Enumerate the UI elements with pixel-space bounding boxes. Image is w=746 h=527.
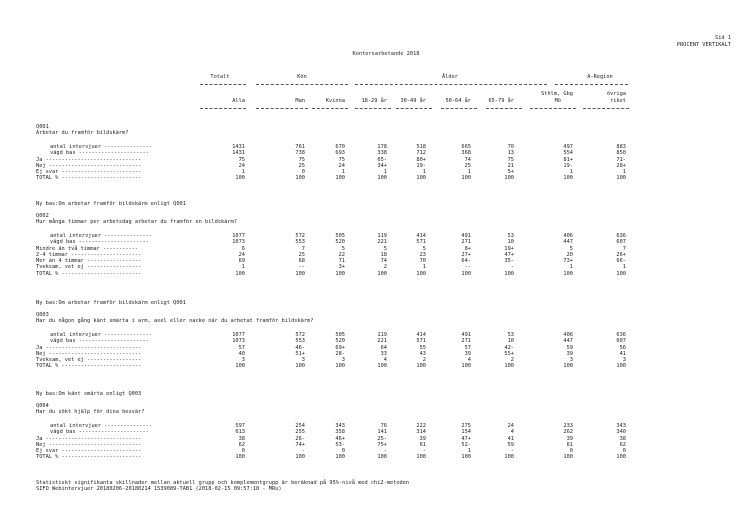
cell-value: 613 — [235, 429, 245, 436]
group-kon: Kön — [297, 74, 307, 80]
cell-value: 24 — [338, 162, 345, 169]
cell-value: 222 — [416, 423, 426, 429]
cell-value: 221 — [377, 239, 387, 246]
row-label: Tveksam, vet ej ----------------- — [36, 357, 142, 363]
cell-value: 71 — [338, 258, 345, 264]
cell-value: 5+ — [507, 169, 514, 175]
column-header: 65-79 år — [488, 98, 514, 104]
column-header: riket — [610, 98, 626, 104]
cell-value: 20 — [566, 251, 573, 258]
question-id: Q002 — [36, 213, 49, 219]
cell-value: 255 — [295, 429, 305, 436]
divider — [396, 108, 432, 109]
row-label: vägd bas ---------------------- — [50, 429, 149, 436]
cell-value: 100 — [616, 363, 626, 370]
cell-value: 21 — [507, 162, 514, 169]
cell-value: 100 — [235, 175, 245, 182]
cell-value: 271 — [461, 338, 471, 345]
group-alder: Ålder — [442, 74, 458, 80]
cell-value: 665 — [461, 144, 471, 150]
row-label: TOTAL % ------------------------- — [36, 175, 142, 182]
cell-value: 100 — [235, 454, 245, 461]
cell-value: 19- — [416, 162, 426, 169]
cell-value: -- — [298, 264, 305, 271]
cell-value: 26+ — [616, 251, 626, 258]
cell-value: 100 — [377, 454, 387, 461]
cell-value: 100 — [416, 363, 426, 370]
divider — [256, 108, 308, 109]
cell-value: 33 — [380, 350, 387, 357]
cell-value: 56 — [619, 344, 626, 351]
cell-value: 66- — [616, 258, 626, 264]
cell-value: 571 — [416, 338, 426, 345]
cell-value: 28+ — [616, 162, 626, 169]
cell-value: 553 — [295, 338, 305, 345]
cell-value: 62 — [619, 441, 626, 448]
divider — [555, 84, 628, 85]
cell-value: 497 — [563, 144, 573, 150]
column-header: övriga — [606, 91, 626, 97]
row-label: vägd bas ---------------------- — [50, 239, 149, 246]
cell-value: 607 — [616, 338, 626, 345]
cell-value: 100 — [461, 454, 471, 461]
row-label: Nej ----------------------------- — [36, 350, 142, 357]
row-label: Mer än 4 timmar ----------------- — [36, 258, 142, 264]
divider — [200, 108, 246, 109]
cell-value: 25 — [298, 251, 305, 258]
cell-value: 68 — [298, 258, 305, 264]
question-id: Q004 — [36, 403, 49, 409]
cell-value: 368 — [461, 150, 471, 157]
cell-value: 1 — [422, 264, 426, 271]
cell-value: 1 — [569, 169, 573, 175]
cell-value: 1073 — [232, 239, 245, 246]
cell-value: 520 — [335, 338, 345, 345]
cell-value: 70 — [419, 258, 426, 264]
cell-value: 74 — [380, 258, 387, 264]
cell-value: 2 — [422, 357, 426, 363]
cell-value: 25- — [377, 435, 387, 442]
cell-value: 64 — [380, 344, 387, 351]
column-header: 30-49 år — [400, 98, 426, 104]
cell-value: 1073 — [232, 338, 245, 345]
divider — [312, 108, 348, 109]
cell-value: 154 — [461, 429, 471, 436]
row-label: Ej svar ------------------------- — [36, 169, 142, 175]
row-label: TOTAL % ------------------------- — [36, 363, 142, 370]
row-label: antal intervjuer --------------- — [50, 423, 153, 429]
cell-value: 572 — [295, 233, 305, 239]
cell-value: 53 — [507, 332, 514, 338]
basis-note: Ny bas:Om känt smärta enligt Q003 — [36, 391, 142, 397]
cell-value: 53- — [335, 441, 345, 448]
cell-value: 1431 — [232, 144, 245, 150]
row-label: Nej ----------------------------- — [36, 441, 142, 448]
divider — [530, 108, 576, 109]
cell-value: 491 — [461, 332, 471, 338]
cell-value: 69+ — [335, 344, 345, 351]
cell-value: 3 — [241, 357, 245, 363]
cell-value: 10 — [507, 239, 514, 246]
cell-value: 100 — [295, 175, 305, 182]
divider — [441, 108, 477, 109]
cell-value: 100 — [416, 175, 426, 182]
cell-value: 343 — [616, 423, 626, 429]
group-region: A-Region — [587, 74, 613, 80]
footer-source: SIFO Webintervjuer 20180206-20180214 1539089-TAB1 (2018-02-15 09:57:18 - MRu) — [36, 486, 282, 492]
cell-value: 100 — [377, 270, 387, 277]
cell-value: 572 — [295, 332, 305, 338]
cell-value: 233 — [563, 423, 573, 429]
cell-value: 518 — [416, 144, 426, 150]
cell-value: 505 — [335, 332, 345, 338]
cell-value: 406 — [563, 233, 573, 239]
divider — [200, 84, 246, 85]
row-label: 2-4 timmar ---------------------- — [36, 251, 142, 258]
cell-value: 100 — [461, 270, 471, 277]
cell-value: 35- — [504, 258, 514, 264]
cell-value: 0 — [569, 448, 573, 454]
cell-value: 850 — [616, 150, 626, 157]
page-title: Kontorsarbetande 2018 — [352, 51, 420, 57]
cell-value: 100 — [563, 175, 573, 182]
cell-value: 636 — [616, 233, 626, 239]
cell-value: 22 — [338, 251, 345, 258]
cell-value: 1 — [241, 169, 245, 175]
cell-value: 65- — [377, 156, 387, 163]
cell-value: 61 — [419, 441, 426, 448]
column-header: Man — [295, 98, 305, 104]
cell-value: 0 — [341, 448, 345, 454]
cell-value: 42- — [504, 344, 514, 351]
row-label: vägd bas ---------------------- — [50, 150, 149, 157]
column-header: Mö — [554, 98, 561, 104]
cell-value: 447 — [563, 338, 573, 345]
cell-value: 607 — [616, 239, 626, 246]
cell-value: 0 — [622, 448, 626, 454]
cell-value: 55 — [419, 344, 426, 351]
cell-value: 100 — [377, 175, 387, 182]
cell-value: 1077 — [232, 233, 245, 239]
cell-value: 100 — [295, 363, 305, 370]
cell-value: 4 — [510, 429, 514, 436]
cell-value: 100 — [335, 175, 345, 182]
cell-value: 10 — [507, 338, 514, 345]
cell-value: 59 — [566, 344, 573, 351]
cell-value: 43 — [419, 350, 426, 357]
cell-value: 100 — [504, 270, 514, 277]
cell-value: 100 — [504, 454, 514, 461]
cell-value: 3+ — [338, 264, 345, 271]
cell-value: 74 — [464, 156, 471, 163]
cell-value: 2 — [510, 357, 514, 363]
row-label: Ja ------------------------------ — [36, 156, 142, 163]
cell-value: 406 — [563, 332, 573, 338]
cell-value: 34+ — [377, 162, 387, 169]
cell-value: 27+ — [461, 251, 471, 258]
cell-value: 505 — [335, 233, 345, 239]
cell-value: 23 — [419, 251, 426, 258]
cell-value: 1 — [422, 169, 426, 175]
cell-value: 18 — [380, 251, 387, 258]
cell-value: 100 — [235, 363, 245, 370]
cell-value: 275 — [461, 423, 471, 429]
cell-value: 1 — [622, 264, 626, 271]
cell-value: 75 — [507, 156, 514, 163]
row-label: Ja ------------------------------ — [36, 435, 142, 442]
question-id: Q003 — [36, 312, 49, 318]
question-text: Hur många timmar per arbetsdag arbetar du framför en bildskärm? — [36, 219, 237, 225]
cell-value: 46- — [295, 344, 305, 351]
cell-value: 271 — [461, 239, 471, 246]
cell-value: 178 — [377, 144, 387, 150]
page-number: Sid 1 — [715, 35, 731, 41]
cell-value: 340 — [616, 429, 626, 436]
row-label: TOTAL % ------------------------- — [36, 270, 142, 277]
cell-value: 47+ — [504, 251, 514, 258]
cell-value: 491 — [461, 233, 471, 239]
cell-value: 100 — [335, 454, 345, 461]
cell-value: 100 — [377, 363, 387, 370]
cell-value: 100 — [504, 363, 514, 370]
cell-value: 51+ — [295, 350, 305, 357]
cell-value: 70 — [507, 144, 514, 150]
column-header: Alla — [232, 98, 245, 104]
cell-value: 221 — [377, 338, 387, 345]
column-header: 50-64 år — [445, 98, 471, 104]
cell-value: 57 — [464, 344, 471, 351]
cell-value: 254 — [295, 423, 305, 429]
cell-value: 314 — [416, 429, 426, 436]
cell-value: 100 — [335, 270, 345, 277]
divider — [256, 84, 348, 85]
cell-value: 100 — [295, 454, 305, 461]
cell-value: 19- — [563, 162, 573, 169]
cell-value: 5 — [422, 245, 426, 252]
cell-value: 64- — [461, 258, 471, 264]
cell-value: 414 — [416, 233, 426, 239]
column-header: Sthlm, Gbg — [541, 91, 573, 97]
cell-value: 100 — [335, 363, 345, 370]
cell-value: 46+ — [335, 435, 345, 442]
cell-value: 100 — [616, 454, 626, 461]
cell-value: 38 — [238, 435, 245, 442]
cell-value: 5 — [341, 245, 345, 252]
cell-value: 1 — [341, 169, 345, 175]
row-label: Mindre än två timmar ----------- — [36, 245, 139, 252]
cell-value: 25 — [298, 162, 305, 169]
question-text: Har du någon gång känt smärta i arm, axel eller nacke när du arbetat framför bildskärm? — [36, 318, 314, 324]
row-label: Tveksam, vet ej ----------------- — [36, 264, 142, 271]
cell-value: 1 — [467, 169, 471, 175]
cell-value: 62 — [238, 441, 245, 448]
cell-value: 69 — [238, 258, 245, 264]
cell-value: 28- — [335, 350, 345, 357]
cell-value: 3 — [569, 357, 573, 363]
cell-value: 39 — [566, 435, 573, 442]
basis-note: Ny bas:Om arbetar framför bildskärm enligt Q001 — [36, 201, 186, 207]
cell-value: 119 — [377, 332, 387, 338]
cell-value: 761 — [295, 144, 305, 150]
cell-value: 24 — [238, 162, 245, 169]
cell-value: 141 — [377, 429, 387, 436]
cell-value: 338 — [377, 150, 387, 157]
cell-value: 71- — [616, 156, 626, 163]
cell-value: - — [383, 448, 387, 454]
cell-value: 100 — [616, 175, 626, 182]
cell-value: 100 — [616, 270, 626, 277]
cell-value: 100 — [461, 175, 471, 182]
cell-value: 75 — [238, 156, 245, 163]
cell-value: 0 — [241, 448, 245, 454]
cell-value: 52- — [461, 441, 471, 448]
cell-value: 61 — [566, 441, 573, 448]
row-label: antal intervjuer --------------- — [50, 332, 153, 338]
divider — [355, 84, 547, 85]
cell-value: 24 — [238, 251, 245, 258]
cell-value: 73+ — [563, 258, 573, 264]
cell-value: 100 — [416, 270, 426, 277]
cell-value: 25 — [464, 162, 471, 169]
cell-value: 712 — [416, 150, 426, 157]
row-label: TOTAL % ------------------------- — [36, 454, 142, 461]
divider — [355, 108, 391, 109]
divider — [486, 108, 522, 109]
cell-value: 636 — [616, 332, 626, 338]
cell-value: 1 — [569, 264, 573, 271]
cell-value: 47+ — [461, 435, 471, 442]
cell-value: 3 — [301, 357, 305, 363]
cell-value: 4 — [467, 357, 471, 363]
cell-value: 74+ — [295, 441, 305, 448]
cell-value: 3 — [622, 357, 626, 363]
cell-value: 1 — [467, 448, 471, 454]
cell-value: 1431 — [232, 150, 245, 157]
cell-value: 119 — [377, 233, 387, 239]
cell-value: 670 — [335, 144, 345, 150]
cell-value: 19+ — [504, 245, 514, 252]
cell-value: 1 — [241, 264, 245, 271]
cell-value: 41 — [507, 435, 514, 442]
cell-value: 1 — [622, 169, 626, 175]
row-label: vägd bas ---------------------- — [50, 338, 149, 345]
cell-value: 81+ — [563, 156, 573, 163]
cell-value: 100 — [416, 454, 426, 461]
cell-value: 1 — [383, 169, 387, 175]
divider — [583, 108, 629, 109]
question-text: Arbetar du framför bildskärm? — [36, 130, 129, 136]
question-id: Q001 — [36, 124, 49, 130]
cell-value: 80+ — [416, 156, 426, 163]
cell-value: - — [510, 264, 514, 271]
cell-value: 738 — [295, 150, 305, 157]
footer-note: Statistiskt signifikanta skillnader mellan aktuell grupp och komplementgrupp är beräknad på 95%-nivå med chi2-metoden — [36, 480, 410, 486]
cell-value: 100 — [295, 270, 305, 277]
row-label: Nej ----------------------------- — [36, 162, 142, 169]
cell-value: 0 — [301, 169, 305, 175]
cell-value: 8+ — [464, 245, 471, 252]
cell-value: 4 — [383, 357, 387, 363]
cell-value: 6 — [241, 245, 245, 252]
cell-value: 1077 — [232, 332, 245, 338]
cell-value: 100 — [563, 270, 573, 277]
cell-value: 75 — [298, 156, 305, 163]
cell-value: - — [422, 448, 426, 454]
cell-value: 100 — [563, 363, 573, 370]
cell-value: 26- — [295, 435, 305, 442]
cell-value: 24 — [507, 423, 514, 429]
cell-value: 2 — [383, 264, 387, 271]
cell-value: 262 — [563, 429, 573, 436]
cell-value: 883 — [616, 144, 626, 150]
cell-value: 57 — [238, 344, 245, 351]
cell-value: 358 — [335, 429, 345, 436]
cell-value: 75+ — [377, 441, 387, 448]
cell-value: -- — [464, 264, 471, 271]
cell-value: 41 — [619, 350, 626, 357]
cell-value: 520 — [335, 239, 345, 246]
cell-value: 13 — [507, 150, 514, 157]
cell-value: 554 — [563, 150, 573, 157]
row-label: Ja ------------------------------ — [36, 344, 142, 351]
cell-value: 40 — [238, 350, 245, 357]
cell-value: 39 — [464, 350, 471, 357]
group-totalt: Totalt — [210, 74, 230, 80]
report-mode: PROCENT VERTIKALT — [676, 42, 731, 48]
cell-value: 39 — [566, 350, 573, 357]
row-label: Ej svar ------------------------- — [36, 448, 142, 454]
cell-value: 7 — [301, 245, 305, 252]
cell-value: 343 — [335, 423, 345, 429]
cell-value: 39 — [419, 435, 426, 442]
cell-value: - — [301, 448, 305, 454]
question-text: Har du sökt hjälp för dina besvär? — [36, 409, 145, 415]
cell-value: 53 — [507, 233, 514, 239]
cell-value: 693 — [335, 150, 345, 157]
column-header: 18-29 år — [361, 98, 387, 104]
column-header: Kvinna — [325, 98, 345, 104]
cell-value: 597 — [235, 423, 245, 429]
cell-value: 100 — [504, 175, 514, 182]
row-label: antal intervjuer --------------- — [50, 144, 153, 150]
cell-value: 5 — [569, 245, 573, 252]
cell-value: 571 — [416, 239, 426, 246]
cell-value: 553 — [295, 239, 305, 246]
cell-value: 447 — [563, 239, 573, 246]
cell-value: 75 — [338, 156, 345, 163]
cell-value: 5 — [383, 245, 387, 252]
cell-value: 55+ — [504, 350, 514, 357]
cell-value: 100 — [461, 363, 471, 370]
row-label: antal intervjuer --------------- — [50, 233, 153, 239]
basis-note: Ny bas:Om arbetar framför bildskärm enligt Q001 — [36, 300, 186, 306]
cell-value: 76 — [380, 423, 387, 429]
cell-value: 414 — [416, 332, 426, 338]
cell-value: 100 — [563, 454, 573, 461]
cell-value: 38 — [619, 435, 626, 442]
cell-value: 59 — [507, 441, 514, 448]
cell-value: 3 — [341, 357, 345, 363]
cell-value: - — [510, 448, 514, 454]
cell-value: 7 — [622, 245, 626, 252]
cell-value: 100 — [235, 270, 245, 277]
